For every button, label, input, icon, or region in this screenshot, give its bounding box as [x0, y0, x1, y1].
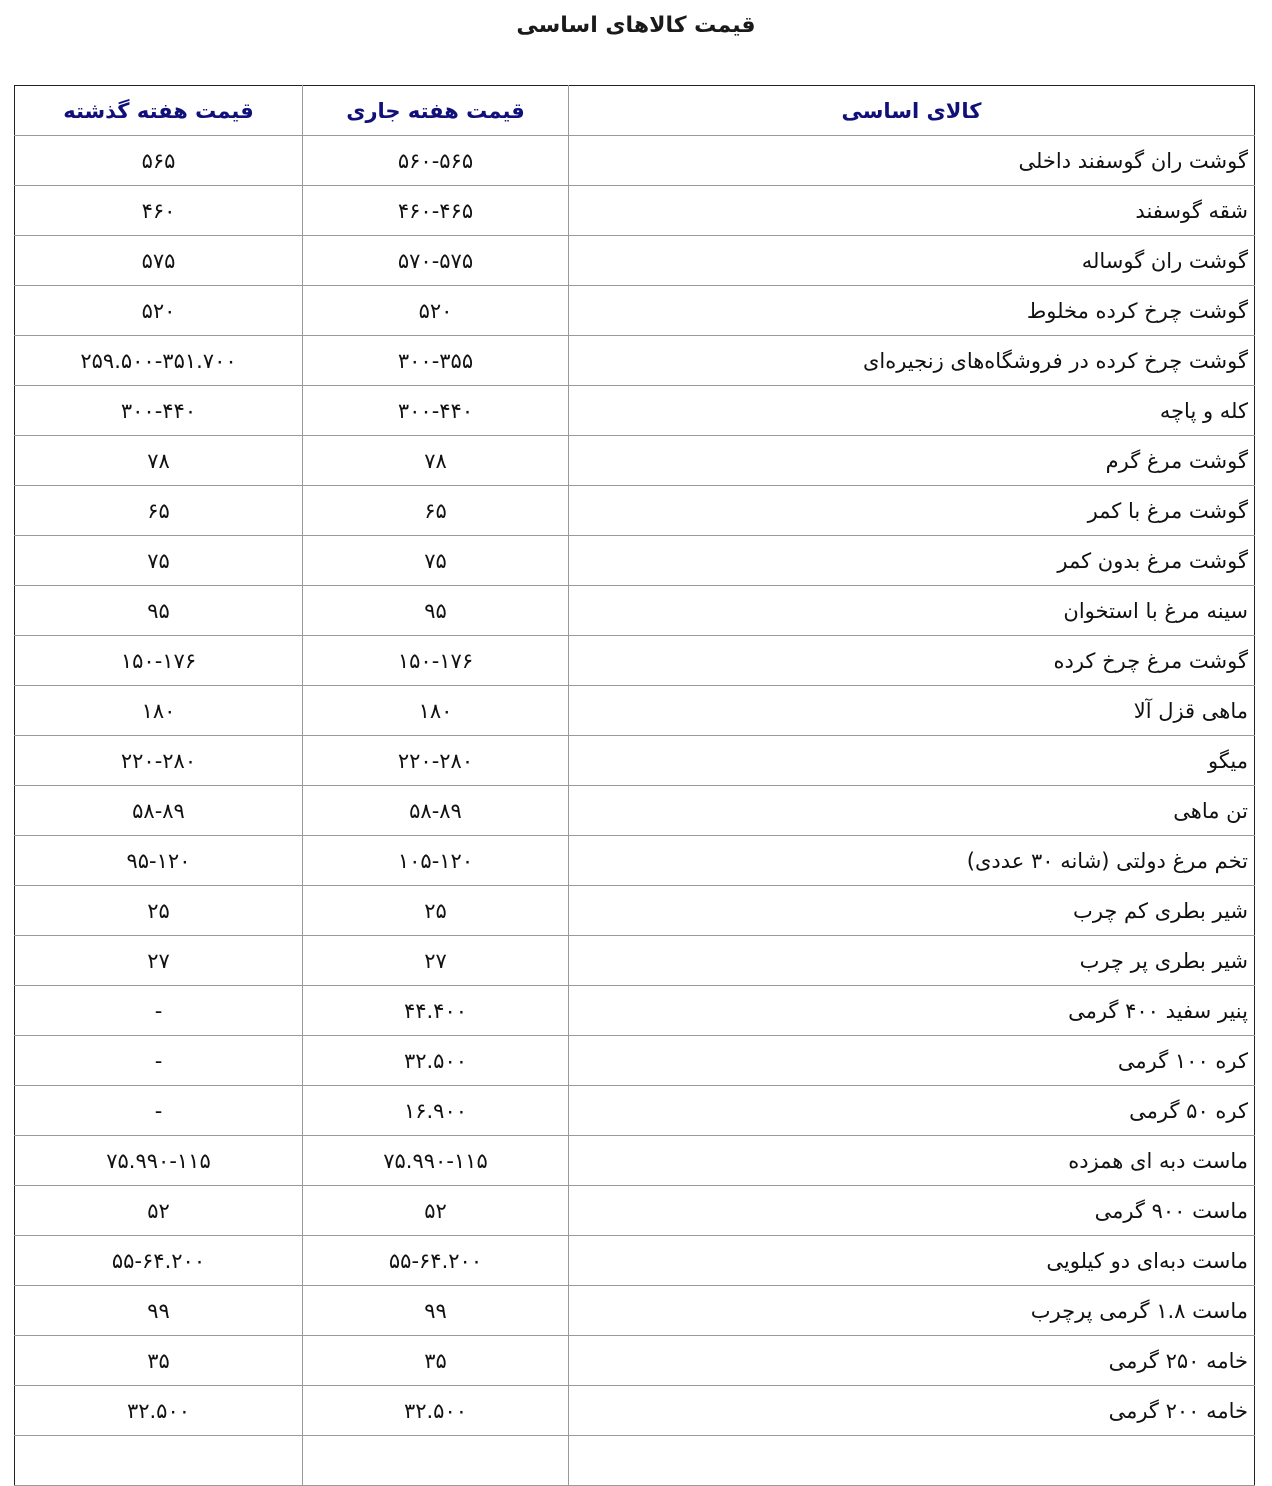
- previous-price-cell: ۲۲۰-۲۸۰: [15, 736, 303, 786]
- item-name-cell: شیر بطری پر چرب: [569, 936, 1255, 986]
- item-name-cell: گوشت ران گوساله: [569, 236, 1255, 286]
- current-price-cell: ۲۷: [303, 936, 569, 986]
- header-last-week: قیمت هفته گذشته: [15, 86, 303, 136]
- table-row: [15, 186, 1255, 236]
- previous-price-cell: -: [15, 986, 303, 1036]
- current-price-cell: ۵۸-۸۹: [303, 786, 569, 836]
- header-item: کالای اساسی: [569, 86, 1255, 136]
- previous-price-cell: ۱۵۰-۱۷۶: [15, 636, 303, 686]
- table-row: [15, 486, 1255, 536]
- item-name-cell: شیر بطری کم چرب: [569, 886, 1255, 936]
- table-body: [15, 136, 1255, 1486]
- item-name-cell: کله و پاچه: [569, 386, 1255, 436]
- item-name-cell: گوشت مرغ گرم: [569, 436, 1255, 486]
- table-row: [15, 936, 1255, 986]
- current-price-cell: ۶۵: [303, 486, 569, 536]
- previous-price-cell: ۷۵: [15, 536, 303, 586]
- current-price-cell: ۷۸: [303, 436, 569, 486]
- table-row: [15, 686, 1255, 736]
- previous-price-cell: ۷۸: [15, 436, 303, 486]
- item-name-cell: گوشت چرخ کرده مخلوط: [569, 286, 1255, 336]
- header-current-week: قیمت هفته جاری: [303, 86, 569, 136]
- item-name-cell: ماست دبه ای همزده: [569, 1136, 1255, 1186]
- item-name-cell: ماست ۹۰۰ گرمی: [569, 1186, 1255, 1236]
- table-row: [15, 236, 1255, 286]
- item-name-cell: کره ۵۰ گرمی: [569, 1086, 1255, 1136]
- item-name-cell: گوشت مرغ بدون کمر: [569, 536, 1255, 586]
- price-table: [14, 85, 1255, 1486]
- item-name-cell: گوشت ران گوسفند داخلی: [569, 136, 1255, 186]
- previous-price-cell: ۳۰۰-۴۴۰: [15, 386, 303, 436]
- item-name-cell: خامه ۲۵۰ گرمی: [569, 1336, 1255, 1386]
- current-price-cell: ۳۲.۵۰۰: [303, 1036, 569, 1086]
- table-row: [15, 1186, 1255, 1236]
- item-name-cell: گوشت مرغ با کمر: [569, 486, 1255, 536]
- previous-price-cell: ۳۲.۵۰۰: [15, 1386, 303, 1436]
- previous-price-cell: ۵۲۰: [15, 286, 303, 336]
- current-price-cell: ۴۴.۴۰۰: [303, 986, 569, 1036]
- table-row: [15, 136, 1255, 186]
- previous-price-cell: ۱۸۰: [15, 686, 303, 736]
- previous-price-cell: ۵۶۵: [15, 136, 303, 186]
- table-row: [15, 786, 1255, 836]
- table-row: [15, 386, 1255, 436]
- previous-price-cell: ۴۶۰: [15, 186, 303, 236]
- current-price-cell: ۷۵: [303, 536, 569, 586]
- current-price-cell: ۹۵: [303, 586, 569, 636]
- current-price-cell: ۲۵: [303, 886, 569, 936]
- item-name-cell: [569, 1436, 1255, 1486]
- item-name-cell: گوشت مرغ چرخ کرده: [569, 636, 1255, 686]
- table-row: [15, 1136, 1255, 1186]
- item-name-cell: ماهی قزل آلا: [569, 686, 1255, 736]
- previous-price-cell: -: [15, 1086, 303, 1136]
- table-row: [15, 436, 1255, 486]
- current-price-cell: ۵۲: [303, 1186, 569, 1236]
- current-price-cell: ۱۶.۹۰۰: [303, 1086, 569, 1136]
- item-name-cell: میگو: [569, 736, 1255, 786]
- current-price-cell: ۷۵.۹۹۰-۱۱۵: [303, 1136, 569, 1186]
- table-row: [15, 736, 1255, 786]
- current-price-cell: ۵۲۰: [303, 286, 569, 336]
- previous-price-cell: ۷۵.۹۹۰-۱۱۵: [15, 1136, 303, 1186]
- item-name-cell: پنیر سفید ۴۰۰ گرمی: [569, 986, 1255, 1036]
- current-price-cell: ۱۵۰-۱۷۶: [303, 636, 569, 686]
- current-price-cell: ۵۷۰-۵۷۵: [303, 236, 569, 286]
- item-name-cell: ماست ۱.۸ گرمی پرچرب: [569, 1286, 1255, 1336]
- current-price-cell: ۳۰۰-۴۴۰: [303, 386, 569, 436]
- table-row: [15, 586, 1255, 636]
- table-header-row: [15, 86, 1255, 136]
- table-row: [15, 286, 1255, 336]
- table-row: [15, 986, 1255, 1036]
- current-price-cell: ۵۶۰-۵۶۵: [303, 136, 569, 186]
- previous-price-cell: ۹۵: [15, 586, 303, 636]
- table-row: [15, 636, 1255, 686]
- item-name-cell: کره ۱۰۰ گرمی: [569, 1036, 1255, 1086]
- table-row: [15, 1286, 1255, 1336]
- previous-price-cell: ۲۵: [15, 886, 303, 936]
- table-row: [15, 1236, 1255, 1286]
- previous-price-cell: ۳۵: [15, 1336, 303, 1386]
- table-row: [15, 1436, 1255, 1486]
- previous-price-cell: ۲۷: [15, 936, 303, 986]
- item-name-cell: شقه گوسفند: [569, 186, 1255, 236]
- item-name-cell: سینه مرغ با استخوان: [569, 586, 1255, 636]
- previous-price-cell: ۹۵-۱۲۰: [15, 836, 303, 886]
- previous-price-cell: ۵۲: [15, 1186, 303, 1236]
- item-name-cell: ماست دبه‌ای دو کیلویی: [569, 1236, 1255, 1286]
- table-row: [15, 886, 1255, 936]
- previous-price-cell: ۵۷۵: [15, 236, 303, 286]
- page-title: قیمت کالاهای اساسی: [516, 13, 756, 38]
- current-price-cell: ۱۰۵-۱۲۰: [303, 836, 569, 886]
- previous-price-cell: ۲۵۹.۵۰۰-۳۵۱.۷۰۰: [15, 336, 303, 386]
- table-row: [15, 336, 1255, 386]
- table-row: [15, 1036, 1255, 1086]
- current-price-cell: ۳۲.۵۰۰: [303, 1386, 569, 1436]
- current-price-cell: ۴۶۰-۴۶۵: [303, 186, 569, 236]
- current-price-cell: [303, 1436, 569, 1486]
- table-row: [15, 836, 1255, 886]
- previous-price-cell: -: [15, 1036, 303, 1086]
- table-row: [15, 1086, 1255, 1136]
- previous-price-cell: ۵۵-۶۴.۲۰۰: [15, 1236, 303, 1286]
- previous-price-cell: ۵۸-۸۹: [15, 786, 303, 836]
- previous-price-cell: ۹۹: [15, 1286, 303, 1336]
- current-price-cell: ۱۸۰: [303, 686, 569, 736]
- current-price-cell: ۳۵: [303, 1336, 569, 1386]
- table-row: [15, 536, 1255, 586]
- previous-price-cell: ۶۵: [15, 486, 303, 536]
- item-name-cell: خامه ۲۰۰ گرمی: [569, 1386, 1255, 1436]
- current-price-cell: ۵۵-۶۴.۲۰۰: [303, 1236, 569, 1286]
- item-name-cell: تخم مرغ دولتی (شانه ۳۰ عددی): [569, 836, 1255, 886]
- previous-price-cell: [15, 1436, 303, 1486]
- item-name-cell: گوشت چرخ کرده در فروشگاه‌های زنجیره‌ای: [569, 336, 1255, 386]
- current-price-cell: ۳۰۰-۳۵۵: [303, 336, 569, 386]
- current-price-cell: ۲۲۰-۲۸۰: [303, 736, 569, 786]
- item-name-cell: تن ماهی: [569, 786, 1255, 836]
- table-row: [15, 1386, 1255, 1436]
- current-price-cell: ۹۹: [303, 1286, 569, 1336]
- table-row: [15, 1336, 1255, 1386]
